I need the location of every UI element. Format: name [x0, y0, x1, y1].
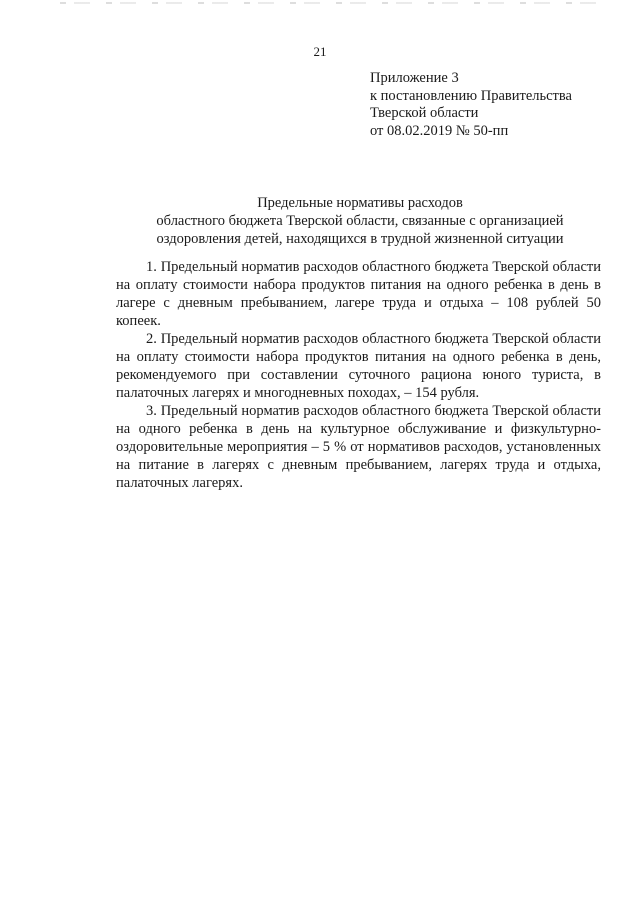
- page-number: 21: [313, 44, 327, 59]
- paragraph: 2. Предельный норматив расходов областного бюджета Тверской области на оплату стоимости набора продуктов питания на одного ребенка в день, рекомендуемого при составлении суточного рациона юного туриста, в палаточных лагерях и многодневных походах, – 154 рубля.: [116, 331, 601, 401]
- scan-artifact-line: [60, 2, 600, 4]
- paragraph: 1. Предельный норматив расходов областного бюджета Тверской области на оплату стоимости набора продуктов питания на одного ребенка в день в лагере с дневным пребыванием, лагере труда и отдыха – 108 рублей 50 копеек.: [116, 259, 601, 329]
- appendix-line: к постановлению Правительства: [370, 87, 572, 104]
- paragraph: 3. Предельный норматив расходов областного бюджета Тверской области на одного ребенка в день на культурное обслуживание и физкультурно-оздоровительные мероприятия – 5 % от нормативов расходов, установленных на питание в лагерях с дневным пребыванием, лагерях труда и отдыха, палаточных лагерях.: [116, 403, 601, 491]
- appendix-line: Тверской области: [370, 105, 479, 121]
- appendix-header: [370, 70, 630, 140]
- document-title: [40, 194, 640, 248]
- appendix-line: от 08.02.2019 № 50-пп: [370, 122, 509, 139]
- title-line: областного бюджета Тверской области, связанные с организацией: [156, 213, 564, 229]
- title-line: оздоровления детей, находящихся в трудной жизненной ситуации: [156, 231, 564, 247]
- document-body: [116, 258, 601, 492]
- title-line: Предельные нормативы расходов: [257, 195, 463, 211]
- appendix-line: Приложение 3: [370, 70, 459, 86]
